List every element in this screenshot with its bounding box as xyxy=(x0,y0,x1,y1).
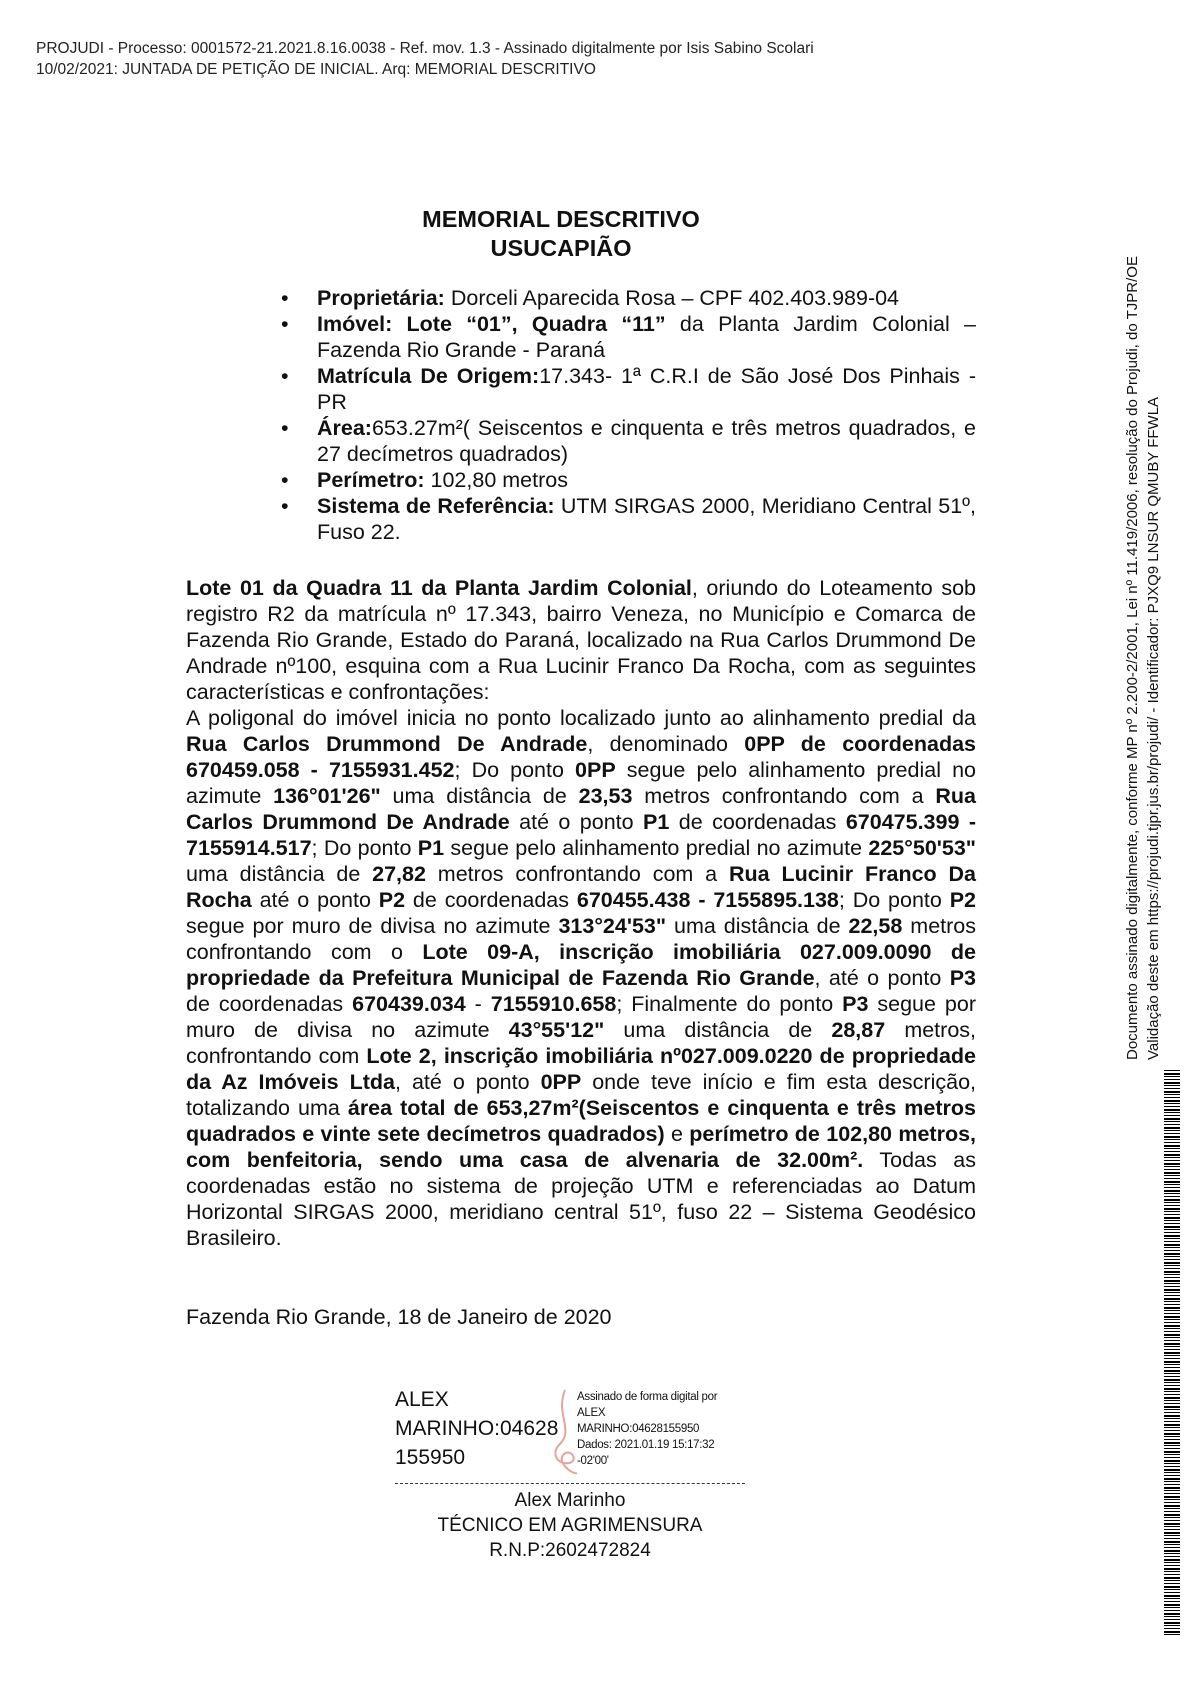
sidebar-validation-link: Validação deste em https://projudi.tjpr.jus.br/projudi/ - Identificador: PJXQ9 LNSUR QMUBY FFWLA xyxy=(1145,396,1162,1060)
bold-run: perímetro de 102,80 metros, com benfeitoria, sendo uma casa de alvenaria de 32.00m². xyxy=(186,1122,977,1172)
bold-run: 27,82 xyxy=(372,862,426,886)
bold-run: Rua Carlos Drummond De Andrade xyxy=(186,732,588,756)
prop-value: 102,80 metros xyxy=(424,468,568,492)
signature-line xyxy=(395,1483,745,1484)
signer-registration: R.N.P:2602472824 xyxy=(489,1540,651,1561)
text-run: de coordenadas xyxy=(669,810,846,834)
bold-run: Lote 09-A, inscrição imobiliária 027.009.0090 de propriedade da Prefeitura Municipal de Fazenda Rio Grande xyxy=(186,940,977,990)
signature-name-line: MARINHO:04628 xyxy=(395,1417,559,1440)
memorial-content xyxy=(186,205,976,1330)
text-run: até o ponto xyxy=(251,888,379,912)
prop-label: Matrícula De Origem: xyxy=(317,364,540,388)
prop-label: Proprietária: xyxy=(317,286,445,310)
description-body xyxy=(186,575,976,1251)
prop-value: 653.27m²( Seiscentos e cinquenta e três metros quadrados, e 27 decímetros quadrados) xyxy=(317,416,976,466)
list-item xyxy=(317,415,976,467)
bold-run: área total de 653,27m²(Seiscentos e cinquenta e três metros quadrados e vinte sete decímetros quadrados) xyxy=(186,1096,977,1146)
bold-run: 23,53 xyxy=(578,784,633,808)
bold-run: 0PP de coordenadas 670459.058 - 7155931.452 xyxy=(186,732,977,782)
bold-run: P1 xyxy=(417,836,445,860)
text-run: segue pelo alinhamento predial no azimute xyxy=(444,836,869,860)
prop-value: da Planta Jardim Colonial – Fazenda Rio Grande - Paraná xyxy=(317,312,976,362)
bold-run: 670439.034 xyxy=(352,992,466,1016)
signature-name-line: 155950 xyxy=(395,1446,466,1469)
text-run: de coordenadas xyxy=(186,992,353,1016)
bold-run: 670475.399 - 7155914.517 xyxy=(186,810,976,860)
text-run: ; Do ponto xyxy=(454,758,576,782)
bold-run: Lote 01 da Quadra 11 da Planta Jardim Colonial xyxy=(186,576,692,600)
prop-value: Dorceli Aparecida Rosa – CPF 402.403.989-04 xyxy=(444,286,900,310)
place-date: Fazenda Rio Grande, 18 de Janeiro de 2020 xyxy=(186,1305,612,1329)
text-run: Todas as coordenadas estão no sistema de projeção UTM e referenciadas ao Datum Horizontal SIRGAS 2000, meridiano central 51º, fuso 22 – Sistema Geodésico Brasileiro. xyxy=(186,1148,976,1250)
bold-run: 0PP xyxy=(575,758,616,782)
description-paragraph-perimeter xyxy=(186,705,976,1251)
list-item xyxy=(317,467,976,493)
signature-name-line: ALEX xyxy=(395,1388,449,1411)
prop-label: Sistema de Referência: xyxy=(317,494,555,518)
prop-value: UTM SIRGAS 2000, Meridiano Central 51º, Fuso 22. xyxy=(317,494,976,544)
text-run: metros, confrontando com xyxy=(186,1018,977,1068)
text-run: segue pelo alinhamento predial no azimute xyxy=(186,758,976,808)
prop-label: Perímetro: xyxy=(317,468,425,492)
text-run: ; Do ponto xyxy=(311,836,418,860)
text-run: ; Do ponto xyxy=(838,888,950,912)
list-item xyxy=(317,311,976,363)
title-line-2: USUCAPIÃO xyxy=(490,235,632,261)
text-run: A poligonal do imóvel inicia no ponto localizado junto ao alinhamento predial da xyxy=(186,706,976,730)
description-paragraph-intro xyxy=(186,575,976,705)
bold-run: 7155910.658 xyxy=(490,992,617,1016)
bold-run: P1 xyxy=(643,810,670,834)
signature-details xyxy=(577,1389,757,1469)
text-run: uma distância de xyxy=(380,784,579,808)
text-run: metros confrontando com a xyxy=(425,862,729,886)
text-run: segue por muro de divisa no azimute xyxy=(186,914,559,938)
signature-detail-line: MARINHO:04628155950 xyxy=(577,1423,700,1435)
bold-run: Lote 2, inscrição imobiliária nº027.009.0220 de propriedade da Az Imóveis Ltda xyxy=(186,1044,976,1094)
text-run: , até o ponto xyxy=(814,966,950,990)
bold-run: 225°50'53" xyxy=(868,836,976,860)
property-summary-list xyxy=(186,285,976,545)
list-item xyxy=(317,285,976,311)
signer-role: TÉCNICO EM AGRIMENSURA xyxy=(437,1515,703,1536)
bold-run: 0PP xyxy=(540,1070,582,1094)
list-item xyxy=(317,363,976,415)
text-run: - xyxy=(465,992,491,1016)
text-run: até o ponto xyxy=(509,810,644,834)
title-line-1: MEMORIAL DESCRITIVO xyxy=(422,206,700,232)
list-item xyxy=(317,493,976,545)
text-run: uma distância de xyxy=(604,1018,832,1042)
header-petition-line: 10/02/2021: JUNTADA DE PETIÇÃO DE INICIAL. Arq: MEMORIAL DESCRITIVO xyxy=(36,61,596,78)
text-run: e xyxy=(664,1122,690,1146)
text-run: uma distância de xyxy=(666,914,849,938)
prop-value: 17.343- 1ª C.R.I de São José Dos Pinhais - PR xyxy=(317,364,977,414)
prop-label: Área: xyxy=(317,416,372,440)
bold-run: Rua Lucinir Franco Da Rocha xyxy=(186,862,976,912)
validation-barcode xyxy=(1164,1070,1180,1635)
bold-run: Rua Carlos Drummond De Andrade xyxy=(186,784,976,834)
text-run: ; Finalmente do ponto xyxy=(616,992,843,1016)
sidebar-signature-notice: Documento assinado digitalmente, conforme MP nº 2.200-2/2001, Lei nº 11.419/2006, resolução do Projudi, do TJPR/OE xyxy=(1124,256,1141,1060)
signature-detail-line: -02'00' xyxy=(577,1455,609,1467)
bold-run: P3 xyxy=(949,966,977,990)
text-run: onde teve início e fim esta descrição, totalizando uma xyxy=(186,1070,977,1120)
bold-run: 136°01'26" xyxy=(273,784,381,808)
text-run: uma distância de xyxy=(186,862,373,886)
signature-detail-line: ALEX xyxy=(577,1407,606,1419)
signer-block xyxy=(395,1488,745,1563)
text-run: de coordenadas xyxy=(405,888,577,912)
signer-name: Alex Marinho xyxy=(514,1490,626,1511)
text-run: segue por muro de divisa no azimute xyxy=(186,992,976,1042)
prop-label: Imóvel: Lote “01”, Quadra “11” xyxy=(317,312,666,336)
bold-run: 43°55'12" xyxy=(508,1018,605,1042)
signature-detail-line: Assinado de forma digital por xyxy=(577,1391,718,1403)
text-run: metros confrontando com a xyxy=(632,784,936,808)
bold-run: P3 xyxy=(842,992,869,1016)
page-title xyxy=(146,205,976,263)
text-run: , até o ponto xyxy=(394,1070,541,1094)
bold-run: 28,87 xyxy=(831,1018,886,1042)
document-header xyxy=(36,38,814,80)
signature-detail-line: Dados: 2021.01.19 15:17:32 xyxy=(577,1439,715,1451)
bold-run: P2 xyxy=(949,888,976,912)
bold-run: P2 xyxy=(378,888,406,912)
bold-run: 670455.438 - 7155895.138 xyxy=(576,888,839,912)
bold-run: 22,58 xyxy=(848,914,903,938)
text-run: , denominado xyxy=(587,732,745,756)
text-run: metros confrontando com o xyxy=(186,914,976,964)
validation-sidebar xyxy=(1118,150,1184,1640)
bold-run: 313°24'53" xyxy=(558,914,667,938)
text-run: , oriundo do Loteamento sob registro R2 da matrícula nº 17.343, bairro Veneza, no Município e Comarca de Fazenda Rio Grande, Estado do Paraná, localizado na Rua Carlos Drummond De Andrade nº100, esquina com a Rua Lucinir Franco Da Rocha, com as seguintes características e confrontações: xyxy=(186,576,976,704)
header-process-line: PROJUDI - Processo: 0001572-21.2021.8.16.0038 - Ref. mov. 1.3 - Assinado digitalmente por Isis Sabino Scolari xyxy=(36,40,814,57)
